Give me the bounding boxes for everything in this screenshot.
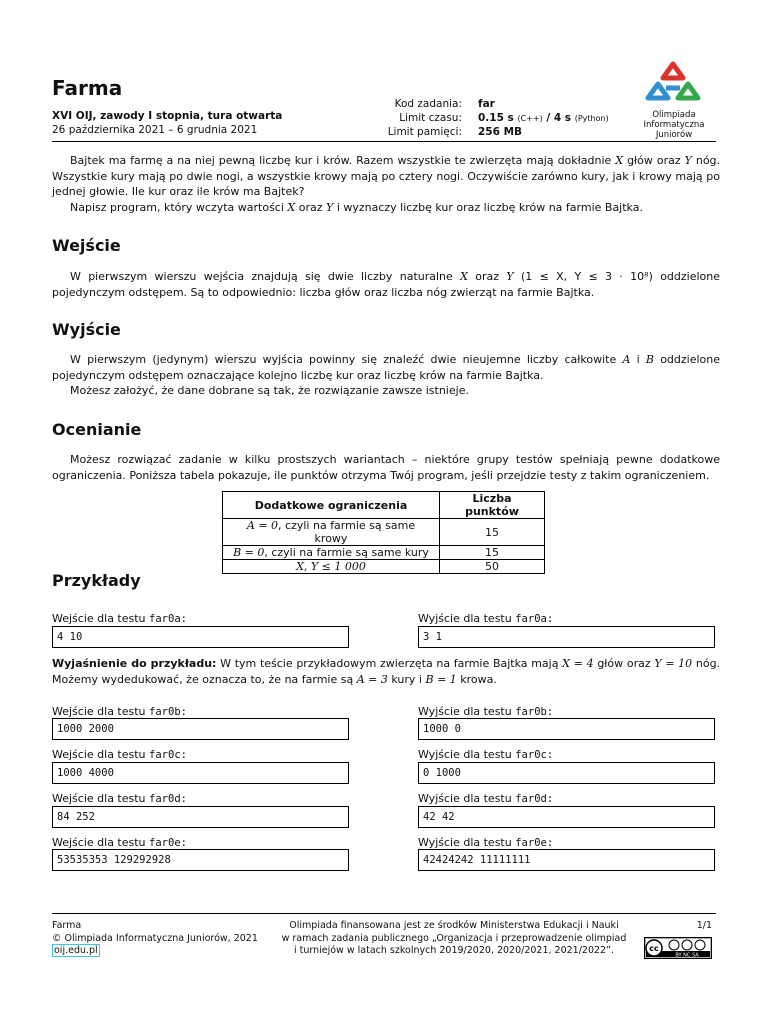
- table-cell: B = 0, czyli na farmie są same kury: [223, 546, 440, 560]
- scoring-description: Możesz rozwiązać zadanie w kilku prostszych wariantach – niektóre grupy testów spełniają pewne dodatkowe ograniczenia. Poniższa tabela pokazuje, ile punktów otrzyma Twój program, jeśli przejdzie testy z takim ograniczeniem.: [52, 453, 720, 482]
- example-output-box: 0 1000: [418, 762, 715, 784]
- time-limit-cpp-note: (C++): [517, 114, 543, 123]
- table-row: [223, 519, 545, 546]
- intro-paragraph-1: Bajtek ma farmę a na niej pewną liczbę kur i krów. Razem wszystkie te zwierzęta mają dokładnie X głów oraz Y nóg. Wszystkie kury mają po dwie nogi, a wszystkie krowy mają po cztery nogi. Oczywiście zarówno kury, jak i krowy mają po jednej głowie. Ile kur oraz ile krów ma Bajtek?: [52, 154, 721, 198]
- example-output-label: Wyjście dla testu far0a:: [418, 612, 554, 625]
- table-cell: A = 0, czyli na farmie są same krowy: [223, 519, 440, 546]
- example-input-box: 4 10: [52, 626, 349, 648]
- task-metadata: [360, 97, 609, 139]
- footer-funding-line: i turniejów w latach szkolnych 2019/2020, 2020/2021, 2021/2022”.: [293, 945, 615, 956]
- example-output-label: Wyjście dla testu far0e:: [418, 836, 554, 849]
- intro-paragraph-2: Napisz program, który wczyta wartości X oraz Y i wyznaczy liczbę kur oraz liczbę krów na farmie Bajtka.: [70, 201, 643, 214]
- section-examples-title: Przykłady: [52, 571, 141, 590]
- example-input-box: 84 252: [52, 806, 349, 828]
- footer-website-link[interactable]: oij.edu.pl: [54, 945, 98, 956]
- section-input-title: Wejście: [52, 236, 121, 255]
- table-cell: 15: [440, 519, 545, 546]
- task-code-key: Kod zadania:: [394, 98, 462, 110]
- cc-license-icon[interactable]: [644, 937, 712, 959]
- footer-funding-line: w ramach zadania publicznego „Organizacja i przeprowadzenie olimpiad: [281, 932, 627, 944]
- time-limit-key: Limit czasu:: [399, 112, 462, 124]
- input-description: W pierwszym wierszu wejścia znajdują się dwie liczby naturalne X oraz Y (1 ≤ X, Y ≤ 3 · 10⁸) oddzielone pojedynczym odstępem. Są to odpowiednio: liczba głów oraz liczba nóg zwierząt na farmie Bajtka.: [52, 270, 721, 299]
- example-output-box: 3 1: [418, 626, 715, 648]
- time-limit-python: / 4 s: [546, 112, 572, 124]
- example-output-label: Wyjście dla testu far0b:: [418, 705, 554, 718]
- logo-caption-line: Juniorów: [655, 130, 693, 140]
- footer-task-name: Farma: [52, 920, 82, 931]
- page-number: 1/1: [696, 920, 712, 931]
- contest-name: XVI OIJ, zawody I stopnia, tura otwarta: [52, 110, 283, 122]
- output-description: W pierwszym (jedynym) wierszu wyjścia powinny się znaleźć dwie nieujemne liczby całkowite A i B oddzielone pojedynczym odstępem oznaczające kolejno liczbę kur oraz liczbę krów na farmie Bajtka.: [52, 353, 721, 382]
- table-cell: 15: [440, 546, 545, 560]
- example-input-label: Wejście dla testu far0e:: [52, 836, 187, 849]
- header-divider: [52, 141, 716, 142]
- footer-divider: [52, 913, 716, 914]
- example-input-label: Wejście dla testu far0c:: [52, 748, 187, 761]
- cc-license-text: BY NC SA: [675, 952, 699, 959]
- footer-copyright: © Olimpiada Informatyczna Juniorów, 2021: [52, 932, 258, 944]
- footer-funding-line: Olimpiada finansowana jest ze środków Ministerstwa Edukacji i Nauki: [289, 920, 619, 931]
- time-limit-row: [360, 111, 609, 125]
- section-scoring-title: Ocenianie: [52, 420, 142, 439]
- table-header: Dodatkowe ograniczenia: [223, 492, 440, 519]
- memory-limit-key: Limit pamięci:: [387, 126, 462, 138]
- time-limit-python-note: (Python): [574, 114, 609, 123]
- footer-left: [52, 920, 258, 958]
- logo-caption: [626, 110, 722, 140]
- memory-limit-value: 256 MB: [478, 126, 523, 138]
- example-input-box: 1000 2000: [52, 718, 349, 740]
- output-note: Możesz założyć, że dane dobrane są tak, że rozwiązanie zawsze istnieje.: [70, 384, 469, 397]
- scoring-table: [222, 491, 545, 574]
- example-explanation: Wyjaśnienie do przykładu: W tym teście przykładowym zwierzęta na farmie Bajtka mają X = 4 głów oraz Y = 10 nóg. Możemy wydedukować, że oznacza to, że na farmie są A = 3 kury i B = 1 krowa.: [52, 657, 721, 686]
- logo-caption-line: Informatyczna: [643, 120, 705, 130]
- example-input-box: 53535353 129292928: [52, 849, 349, 871]
- example-output-label: Wyjście dla testu far0d:: [418, 792, 554, 805]
- table-header: Liczba punktów: [440, 492, 545, 519]
- footer-funding-note: [262, 920, 646, 958]
- example-output-label: Wyjście dla testu far0c:: [418, 748, 554, 761]
- example-output-box: 42424242 11111111: [418, 849, 715, 871]
- memory-limit-row: [360, 125, 609, 139]
- task-code-row: [360, 97, 609, 111]
- example-output-box: 42 42: [418, 806, 715, 828]
- example-input-label: Wejście dla testu far0b:: [52, 705, 187, 718]
- table-row: [223, 546, 545, 560]
- svg-text:cc: cc: [649, 944, 659, 953]
- example-input-label: Wejście dla testu far0a:: [52, 612, 187, 625]
- example-input-box: 1000 4000: [52, 762, 349, 784]
- oij-logo-icon: [642, 60, 704, 108]
- task-code-value: far: [478, 98, 495, 110]
- table-cell: X, Y ≤ 1 000: [223, 560, 440, 574]
- section-output-title: Wyjście: [52, 320, 121, 339]
- table-cell: 50: [440, 560, 545, 574]
- logo-caption-line: Olimpiada: [652, 110, 696, 120]
- table-header-row: [223, 492, 545, 519]
- contest-dates: 26 października 2021 – 6 grudnia 2021: [52, 124, 258, 136]
- example-output-box: 1000 0: [418, 718, 715, 740]
- time-limit-cpp: 0.15 s: [478, 112, 514, 124]
- example-input-label: Wejście dla testu far0d:: [52, 792, 187, 805]
- table-row: [223, 560, 545, 574]
- page-title: Farma: [52, 76, 123, 100]
